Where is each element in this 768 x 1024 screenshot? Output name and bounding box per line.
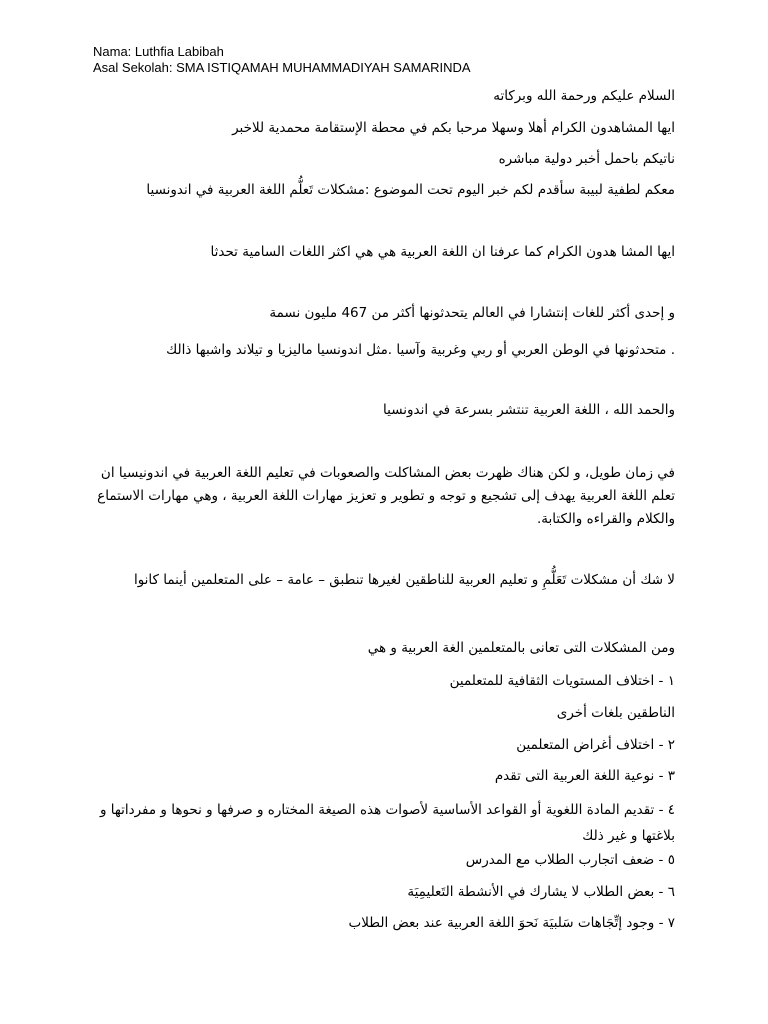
paragraph-2: و إحدى أكثر للغات إنتشارا في العالم يتحدثونها أكثر من 467 مليون نسمة <box>269 305 675 321</box>
school-name: Asal Sekolah: SMA ISTIQAMAH MUHAMMADIYAH SAMARINDA <box>93 60 471 75</box>
paragraph-5: في زمان طويل، و لكن هناك ظهرت بعض المشاكلت والصعوبات في تعليم اللغة العربية في اندونيسيا ان تعلم اللغة العربية يهدف إلى تشجيع و توجه و تطوير و تعزيز مهارات اللغة العربية ، وهي مهارات الاستماع والكلام والقراءه والكتابة. <box>97 465 675 527</box>
list-item: ١ - اختلاف المستويات الثقافية للمتعلمين <box>449 673 675 689</box>
paragraph-6: لا شك أن مشكلات تَعَلُّمِ و تعليم العربية للناطقين لغيرها تنطبق – عامة – على المتعلمين أينما كانوا <box>133 572 675 588</box>
list-item: ٢ - اختلاف أغراض المتعلمين <box>516 737 675 753</box>
list-item: ٤ - تقديم المادة اللغوية أو القواعد الأساسية لأصوات هذه الصيغة المختاره و صرفها و نحوها و مفرداتها و بلاغتها و غير ذلك <box>99 802 675 844</box>
list-item: ٣ - نوعية اللغة العربية التى تقدم <box>494 768 675 784</box>
list-item: ٥ - ضعف اتجارب الطلاب مع المدرس <box>465 852 675 868</box>
list-item: ٦ - بعض الطلاب لا يشارك في الأنشطة التَعليمِيَة <box>407 884 675 900</box>
list-intro: ومن المشكلات التى تعانى بالمتعلمين الغة العربية و هي <box>367 640 675 656</box>
list-item: الناطقين بلغات أخرى <box>556 705 675 721</box>
topic-line: معكم لطفية لبيبة سأقدم لكم خبر اليوم تحت الموضوع :مشكلات تَعلُّم اللغة العربية في اندونسيا <box>146 182 675 198</box>
paragraph-3: . متحدثونها في الوطن العربي أو ربي وغربية وآسيا .مثل اندونسيا ماليزيا و تيلاند واشبها ذالك <box>166 342 675 358</box>
student-name: Nama: Luthfia Labibah <box>93 44 224 59</box>
news-line: ناتيكم باحمل أخبر دولية مباشره <box>498 151 675 167</box>
welcome-line: ايها المشاهدون الكرام أهلا وسهلا مرحبا بكم في محطة الإستقامة محمدية للاخبر <box>232 120 675 136</box>
list-item: ٧ - وجود إتِّجَاهات سَلبيَة نَحوَ اللغة العربية عند بعض الطلاب <box>348 915 675 931</box>
greeting-line: السلام عليكم ورحمة الله وبركاته <box>493 88 675 104</box>
paragraph-1: ايها المشا هدون الكرام كما عرفنا ان اللغة العربية هي هي اكثر اللغات السامية تحدثا <box>210 244 675 260</box>
paragraph-4: والحمد الله ، اللغة العربية تنتشر بسرعة في اندونسيا <box>383 402 675 418</box>
